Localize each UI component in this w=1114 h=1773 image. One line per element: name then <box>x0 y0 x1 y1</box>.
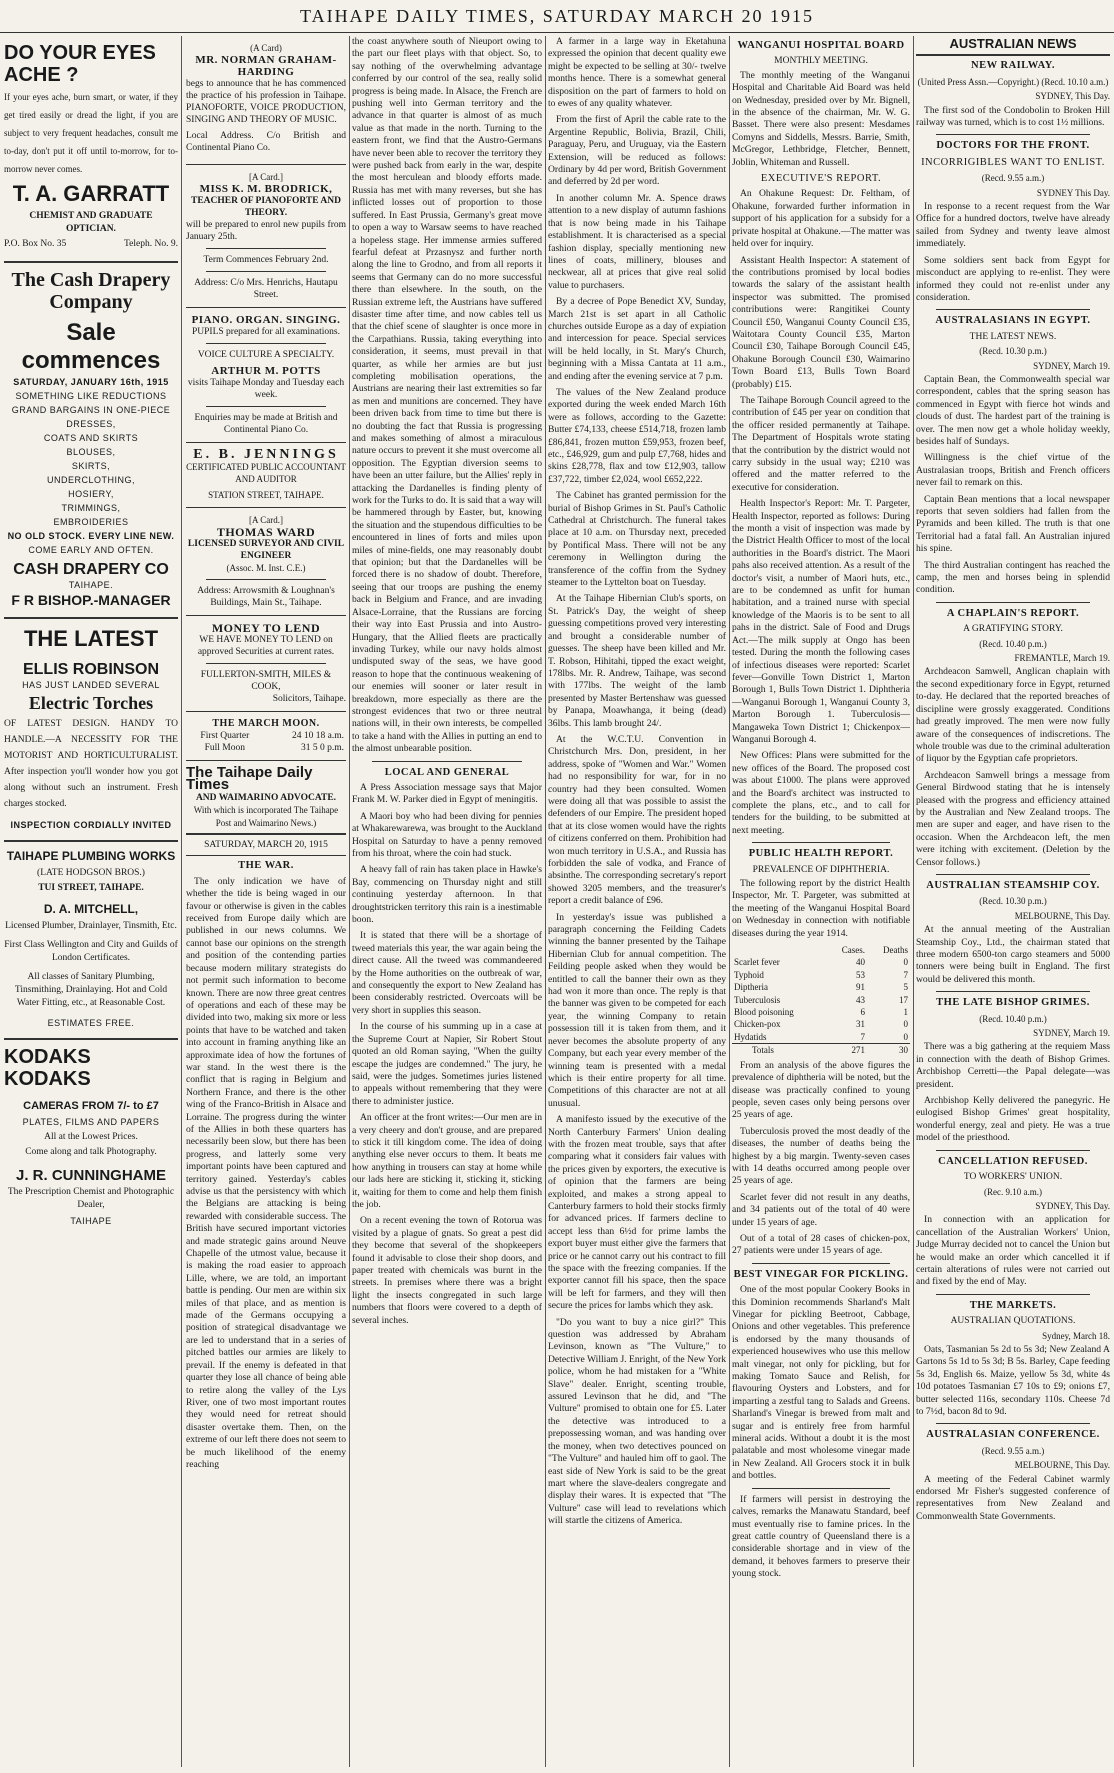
diphtheria-item: Out of a total of 28 cases of chicken-pox, 27 patients were under 15 years of age. <box>732 1232 910 1257</box>
fullerton-name: FULLERTON-SMITH, MILES & COOK, <box>200 670 332 692</box>
egypt-item: The third Australian contingent has reached the camp, the men and horses being in splendid condition. <box>916 559 1110 596</box>
jennings-card <box>186 443 346 508</box>
moon-time: 31 5 0 p.m. <box>300 743 344 753</box>
column-5-hospital-board <box>732 36 910 1767</box>
table-row <box>732 1018 910 1030</box>
pupils-prepared: PUPILS prepared for all examinations. <box>191 327 340 337</box>
executive-item: Health Inspector's Report: Mr. T. Pargeter, Health Inspector, reported as follows: During the month a visit of inspection was made by the District Health Officer to most of the local authorities in the Board's district. The Maori pahs also received attention. As a result of the doctor's visit, a number of Maori huts, etc., are to be condemned as unfit for human habitation, and a trained nurse with special knowledge of the Maoris is to be sent to all pahs in the district. Sale of Food and Drugs Act.—The milk supply at Ongo has been tested. During the month the following cases of infectious diseases were reported: Scarlet fever—Gonville Town District 1, Marton Borough 1, Bulls Town District 1. Diphtheria—Wanganui Borough 1, Wanganui County 3, Marton Borough 1. Tuberculosis—Mangaweka Town District 1; Chickenpox—Wanganui Borough 4. <box>732 498 910 745</box>
moon-phase: Full Moon <box>204 743 246 753</box>
money-body: WE HAVE MONEY TO LEND on approved Securities at current rates. <box>197 635 335 657</box>
disease-name: Blood poisoning <box>734 1007 794 1018</box>
piano-organ-singing: PIANO. ORGAN. SINGING. <box>191 314 341 326</box>
paper-advocate: AND WAIMARINO ADVOCATE. <box>195 792 337 803</box>
ellis-robinson-ad <box>4 619 178 842</box>
column-header: Cases. <box>841 945 865 956</box>
sale-line-6: UNDERCLOTHING, <box>46 475 135 485</box>
local-item: In the course of his summing up in a case at the Supreme Court at Napier, Sir Robert Stout quoted an old Roman saying, "When the guilty escape the judges are condemned." The jury, he said, were the judges. Sometimes juries listened to appeals without remembering that they were there to administer justice. <box>352 1021 542 1107</box>
table-row <box>732 956 910 968</box>
total-cases: 271 <box>851 1045 865 1056</box>
conference-received: (Recd. 9.55 a.m.) <box>981 1445 1045 1456</box>
sale-line-3: COATS AND SKIRTS <box>43 433 139 443</box>
paper-date: SATURDAY, MARCH 20, 1915 <box>204 840 328 851</box>
garratt-contact <box>4 238 178 251</box>
war-body: The only indication we have of whether the tide is being waged in our favour or otherwise is given in the cables received from Europe daily which are published in our news columns. We cannot base our opinions on the strength and position of the contending parties because modern military strategists do not permit such information to become known. There are now three great centres of operations and each of these may be divided into two, making six more or less points that have to be watched and taken into account in framing anything like an approximate idea of how the fortunes of war stand. In the west there is the conflict that is raging in Belgium and Northern France, and there is the other wing of the Franco-British in Alsace and Lorraine. The progress during the winter of the Allies in both these quarters has necessarily been slow, but there has been progress, and latterly some very important points have been captured and territory gained. Yesterday's cables advise us that the persistency with which the Belgians are attacking is being rewarded with considerable success. The British have secured important victories and made strategic gains around Neuve Chapelle of the utmost value, because it is making the road easier to approach Lille, where, we are told, an important battle is pending. Our men are within six miles of that place, and as mention is made of the Germans occupying a position of strategical disadvantage we are led to understand that in a series of pitched battles our armies are likely to prevail. If the enemy is defeated in that quarter they lose all chance of being able to retire along the valley of the Lys River, one of two most important routes they would need for retreat should disaster overtake them. Then, on the extreme of our left there does not seem to be much likelihood of the enemy reaching <box>186 875 346 1470</box>
eyes-headline-2: ACHE ? <box>4 64 79 86</box>
cancellation-heading: CANCELLATION REFUSED. <box>938 1155 1088 1167</box>
column-header: Deaths <box>883 945 908 956</box>
sale-line-5: SKIRTS, <box>71 461 111 471</box>
card-label: [A Card.] <box>249 172 283 182</box>
eyes-body: If your eyes ache, burn smart, or water, if they get tired easily or dread the light, if you are subject to very frequent headaches, consult me to-day, don't put it off until to-morrow, for to-morrow never comes. <box>4 92 178 174</box>
sale-line-8: TRIMMINGS, <box>61 503 121 513</box>
moon-row <box>186 730 346 742</box>
jennings-title: CERTIFICATED PUBLIC ACCOUNTANT AND AUDITOR <box>186 462 346 484</box>
garratt-name: T. A. GARRATT <box>12 181 170 206</box>
chaplain-item: Archdeacon Samwell brings a message from General Birdwood stating that he is intensely pleased with the progress and efficiency attained by the Australian and New Zealand troops. The men are super and eager, and have risen to the occasion. When the Archdeacon left, the men were itching with excitement. (Deletion by the Censor follows.) <box>916 769 1110 868</box>
column-3-editorial <box>352 36 542 1767</box>
torches-body: OF LATEST DESIGN. HANDY TO HANDLE.—A NECESSITY FOR THE MOTORIST AND HORTICULTURALIST. After inspection you'll wonder how you got along without such an instrument. Fresh charges stocked. <box>4 719 178 809</box>
executive-item: The Taihape Borough Council agreed to the contribution of £45 per year on condition that the officer resided permanently at Taihape. The Department of Hospitals wrote stating that the contribution by the district would not carry subsidy in the usual way; £210 was offered and the matter referred to the executive for consideration. <box>732 394 910 493</box>
executive-item: New Offices: Plans were submitted for the new offices of the Board. The proposed cost was about £1000. The plans were approved and the Board's architect was instructed to complete the plans, etc., and to call for tenders for the building, to be submitted at next meeting. <box>732 750 910 836</box>
cunninghame-title: The Prescription Chemist and Photographic Dealer, <box>7 1187 175 1210</box>
torches-headline: Electric Torches <box>28 693 154 713</box>
eyes-headline: DO YOUR EYES <box>4 42 156 64</box>
local-item: At the W.C.T.U. Convention in Christchurch Mrs. Don, president, in her address, spoke of "Women and War." Women had no responsibility for war, for in no country had they been consulted. Women were doing all that was possible to assist the defenders of our Empire. The president hoped that at its close women would have the rights of citizens conferred on them. Prohibition had won much territory in U.S.A., and Russia has forbidden the sale of vodka, and France of absinthe. The corresponding secretary's report showed 3205 members, and the treasurer's report a credit balance of £96. <box>548 733 726 907</box>
diphtheria-item: From an analysis of the above figures the prevalence of diphtheria will be noted, but the disease was practically confined to young people, seven cases only being persons over 25 years of age. <box>732 1059 910 1121</box>
plumbing-licence: Licensed Plumber, Drainlayer, Tinsmith, Etc. <box>5 921 177 931</box>
march-moon <box>186 712 346 761</box>
garratt-tel: Teleph. No. 9. <box>124 239 178 249</box>
column-6-australian-news <box>916 36 1110 1767</box>
doctors-received: (Recd. 9.55 a.m.) <box>981 173 1045 184</box>
disease-name: Tuberculosis <box>734 994 781 1005</box>
cancellation-dateline: SYDNEY, This Day. <box>1035 1200 1110 1211</box>
grimes-received: (Recd. 10.40 p.m.) <box>979 1013 1047 1024</box>
table-row <box>732 981 910 993</box>
potts-name: ARTHUR M. POTTS <box>211 365 321 377</box>
deaths: 5 <box>903 982 908 993</box>
deaths: 17 <box>899 994 908 1005</box>
ward-assoc: (Assoc. M. Inst. C.E.) <box>226 563 306 573</box>
disease-name: Chicken-pox <box>734 1019 781 1030</box>
public-health-heading: PUBLIC HEALTH REPORT. <box>748 848 894 860</box>
graham-harding-body: begs to announce that he has commenced the practice of his profession in Taihape. PIANOFORTE, VOICE PRODUCTION, SINGING AND THEORY OF MUSIC. <box>186 79 346 125</box>
card-label: (A Card) <box>250 43 282 53</box>
deaths: 0 <box>903 1031 908 1042</box>
brodrick-address: Address: C/o Mrs. Henrichs, Hautapu Street. <box>194 278 338 300</box>
chaplain-heading: A CHAPLAIN'S REPORT. <box>946 607 1080 619</box>
cancellation-received: (Rec. 9.10 a.m.) <box>984 1186 1042 1197</box>
cases: 91 <box>855 982 865 993</box>
grimes-heading: THE LATE BISHOP GRIMES. <box>936 997 1090 1009</box>
conference-heading: AUSTRALASIAN CONFERENCE. <box>926 1429 1100 1441</box>
latest-headline: THE LATEST <box>23 626 159 651</box>
local-general-heading: LOCAL AND GENERAL <box>384 766 510 778</box>
cunninghame-name: J. R. CUNNINGHAME <box>15 1167 166 1184</box>
doctors-dateline: SYDNEY This Day. <box>1036 187 1110 198</box>
cameras-price: CAMERAS FROM 7/- to £7 <box>23 1100 159 1112</box>
potts-body: visits Taihape Monday and Tuesday each week. <box>187 378 345 400</box>
incorrigibles-heading: INCORRIGIBLES WANT TO ENLIST. <box>921 156 1105 168</box>
plumbing-owner: D. A. MITCHELL, <box>43 902 139 916</box>
grimes-item: There was a big gathering at the requiem Mass in connection with the death of Bishop Grimes. Archbishop Cerretti—the Papal delegate—was president. <box>916 1041 1110 1090</box>
ward-address: Address: Arrowsmith & Loughnan's Buildings, Main St., Taihape. <box>197 586 335 608</box>
column-4-local-items <box>548 36 726 1767</box>
paper-incorporated: With which is incorporated The Taihape Post and Waimarino News.) <box>193 805 339 828</box>
plumbing-estimates: ESTIMATES FREE. <box>47 1018 135 1028</box>
egypt-item: Captain Bean, the Commonwealth special war correspondent, cables that the spring season has commenced in Egypt with fierce hot winds and clouds of dust. The hardest part of the training is over. The men now get a whole holiday weekly, besides half of Sundays. <box>916 373 1110 447</box>
executive-heading: EXECUTIVE'S REPORT. <box>760 173 882 185</box>
potts-card <box>186 308 346 443</box>
brodrick-name: MISS K. M. BRODRICK, <box>199 183 333 195</box>
deaths: 0 <box>903 1019 908 1030</box>
executive-item: Assistant Health Inspector: A statement of the contributions promised by local bodies towards the salary of the assistant health inspector was submitted. The promised contributions were: Rangitikei County Council £50, Wanganui County Council £35, Waitotara County Council £35, Marton Council £30, Taihape Borough Council £45, Ohakune Borough Council £30, Waimarino Town Board £13, Bulls Town Board (probably) £15. <box>732 254 910 390</box>
chaplain-received: (Recd. 10.40 p.m.) <box>979 638 1047 649</box>
railway-dateline: SYDNEY, This Day. <box>1035 91 1110 102</box>
graham-harding-address: Local Address. C/o British and Continental Piano Co. <box>186 131 346 153</box>
war-heading: THE WAR. <box>238 860 294 872</box>
egypt-item: Willingness is the chief virtue of the Australasian troops, British and French officers never fail to remark on this. <box>916 452 1110 489</box>
kodaks-ad <box>4 1040 178 1236</box>
local-item: A manifesto issued by the executive of the North Canterbury Farmers' Union dealing with the frozen meat trouble, says that after comparing what it considers fair values with the prices given by exporters, the executive is of opinion that the farmers are being exploited, and makes a strong appeal to Canterbury farmers to hold their stocks firmly for advanced prices. If farmers decline to accept less than 6½d for prime lambs the export buyer must either give the farmers that price or he cannot carry out his contract to fill the space with the freezing companies. If the exporter cannot fill his space, then the space will be left for farmers, and they will then secure the prices for lambs which they ask. <box>548 1114 726 1312</box>
cash-drapery-name: The Cash Drapery Company <box>11 269 171 313</box>
cash-drapery-co: CASH DRAPERY CO <box>13 561 169 578</box>
diphtheria-item: Tuberculosis proved the most deadly of the diseases, the number of deaths being the highest by a big margin. Twenty-seven cases with 14 deaths occurred among people over 25 years of age. <box>732 1125 910 1187</box>
local-item: In another column Mr. A. Spence draws attention to a new display of autumn fashions that is now being made in his Taihape establishment. It is characterised as a special fashion display, specially mentioning new lines of coats, millinery, blouses and neckwear, all at prices that give real solid value to purchasers. <box>548 192 726 291</box>
doctors-item: In response to a recent request from the War Office for a hundred doctors, twelve have already sailed from Sydney and twenty leave almost immediately. <box>916 201 1110 250</box>
disease-name: Scarlet fever <box>734 957 780 968</box>
ellis-name: ELLIS ROBINSON <box>22 661 159 678</box>
table-header <box>732 944 910 956</box>
total-deaths: 30 <box>899 1045 908 1056</box>
disease-name: Diptheria <box>734 982 768 993</box>
conference-dateline: MELBOURNE, This Day. <box>1014 1460 1110 1471</box>
money-to-lend-card <box>186 616 346 712</box>
moon-heading: THE MARCH MOON. <box>212 718 320 729</box>
local-item: From the first of April the cable rate to the Argentine Republic, Bolivia, Brazil, Chili, Paraguay, Peru, and Uruguay, via the Eastern Extension, will be reduced as follows: Ordinary by 4d per word, British Government and deferred by 2d per word. <box>548 114 726 188</box>
local-item: "Do you want to buy a nice girl?" This question was addressed by Abraham Levinson, known as "The Vulture," to Detective William J. Enright, of the New York police, whom he had mistaken for a "White Slave" dealer. Enright, scenting trouble, assured Levinson that he did, and "The Vulture" promised to obtain one for £5. Later the detective was introduced to a prepossessing woman, and was handing over the money, when two detectives pounced on "The Vulture" and hauled him off to gaol. The east side of New York is said to be the great mart where the slave-dealers congregate and display their wares. It is expected that "The Vulture" case will lead to revelations which will startle the citizens of America. <box>548 1316 726 1527</box>
local-item: On a recent evening the town of Rotorua was visited by a plague of gnats. So great a pest did they become that several of the shopkeepers found it advisable to close their shop doors, and paper treated with chemicals was burnt in the streets. In premises where there was a bright light the insects congregated in such large numbers that floors were covered to a depth of several inches. <box>352 1215 542 1326</box>
brodrick-card <box>186 165 346 308</box>
markets-heading: THE MARKETS. <box>969 1299 1057 1311</box>
steamship-heading: AUSTRALIAN STEAMSHIP COY. <box>926 879 1100 891</box>
cases: 53 <box>855 969 865 980</box>
sale-line-1: SOMETHING LIKE REDUCTIONS <box>15 391 167 401</box>
plumbing-certificates: First Class Wellington and City and Guilds of London Certificates. <box>4 940 178 963</box>
quotations-heading: AUSTRALIAN QUOTATIONS. <box>950 1316 1076 1327</box>
manawatu-item: If farmers will persist in destroying the calves, remarks the Manawatu Standard, beef must eventually rise to famine prices. In the great cattle country of Queensland there is a considerable shortage and in view of the demand, it behoves farmers to preserve their young stock. <box>732 1493 910 1580</box>
local-item: A heavy fall of rain has taken place in Hawke's Bay, commencing on Thursday night and still continuing yesterday afternoon. In that droughtstricken territory this rain is a inestimable boon. <box>352 864 542 926</box>
moon-row <box>186 742 346 754</box>
ward-card <box>186 508 346 616</box>
plumbing-ad <box>4 842 178 1040</box>
egypt-subheading: THE LATEST NEWS. <box>969 331 1057 342</box>
table-row <box>732 969 910 981</box>
local-item: In yesterday's issue was published a paragraph concerning the Feilding Cadets winning the banner presented by the Taihape Hibernian Club for annual competition. The Feilding people asked when they would be entitled to call the banner their own as they had won it more than once. The reply is that the banner was given to be competed for each year, the winning Company to retain possession till it is taken from them, and it never becomes the absolute property of any Company, but each year every member of the winning team is presented with a medal which is their entire property for all time. Competitions of this character are not at all unusual. <box>548 911 726 1109</box>
sale-headline: Sale commences <box>21 319 161 374</box>
fullerton-solicitors: Solicitors, Taihape. <box>272 694 346 704</box>
come-talk-photography: Come along and talk Photography. <box>25 1147 157 1157</box>
potts-enquiries: Enquiries may be made at British and Continental Piano Co. <box>194 413 338 435</box>
railway-body: The first sod of the Condobolin to Broken Hill railway was turned, which is to cost 1½ millions. <box>916 104 1110 129</box>
hospital-subheading: MONTHLY MEETING. <box>774 56 868 67</box>
doctors-item: Some soldiers sent back from Egypt for misconduct are applying to re-enlist. They were informed they could not re-enlist under any consideration. <box>916 254 1110 303</box>
local-item: A farmer in a large way in Eketahuna expressed the opinion that decent quality ewe might be expected to be selling at 30/- twelve months hence. There is a somewhat general disposition on the part of farmers to hold on to ewes of any quality whatever. <box>548 36 726 110</box>
local-item: An officer at the front writes:—Our men are in a very cheery and don't grouse, and are prepared to stick it till kingdom come. The idea of doing anything else never occurs to them. It beats me how anything in trousers can stay at home while our lads here are sticking it, sticking it, sticking it, waiting for them to come and help them finish the job. <box>352 1112 542 1210</box>
cash-drapery-ad <box>4 263 178 619</box>
steamship-received: (Recd. 10.30 p.m.) <box>979 896 1047 907</box>
egypt-received: (Recd. 10.30 p.m.) <box>979 346 1047 357</box>
chaplain-subheading: A GRATIFYING STORY. <box>963 624 1063 635</box>
plumbing-name: TAIHAPE PLUMBING WORKS <box>6 849 176 863</box>
hospital-heading: WANGANUI HOSPITAL BOARD <box>737 40 905 51</box>
diphtheria-heading: PREVALENCE OF DIPHTHERIA. <box>752 864 890 875</box>
jennings-street: STATION STREET, TAIHAPE. <box>208 490 324 500</box>
table-total-row <box>732 1044 910 1057</box>
card-label: [A Card.] <box>249 515 283 525</box>
executive-item: An Ohakune Request: Dr. Feltham, of Ohakune, forwarded further information in support of his application for a subsidy for a private hospital at Ohakune.—The matter was held over for inquiry. <box>732 188 910 250</box>
plates-films: PLATES, FILMS AND PAPERS <box>22 1117 160 1127</box>
deaths: 1 <box>903 1007 908 1018</box>
table-row <box>732 1006 910 1018</box>
inspection-invited: INSPECTION CORDIALLY INVITED <box>10 820 172 830</box>
quotations-dateline: Sydney, March 18. <box>1042 1330 1110 1341</box>
local-item: By a decree of Pope Benedict XV, Sunday, March 21st is set apart in all Catholic churches outside Europe as a day of expiation and intercession for peace. Special services will be held locally, in St. Mary's Church, beginning with a Missa Cantata at 11 a.m., and ending after the evening service at 7 p.m. <box>548 296 726 382</box>
railway-received: (United Press Assn.—Copyright.) (Recd. 10.10 a.m.) <box>917 76 1109 87</box>
diphtheria-intro: The following report by the district Health Inspector, Mr. T. Pargeter, was submitted at the meeting of the Wanganui Hospital Board on Wednesday in connection with notifiable diseases during the year 1914. <box>732 878 910 939</box>
brodrick-body: will be prepared to enrol new pupils from January 25th. <box>186 220 346 242</box>
plumbing-body: All classes of Sanitary Plumbing, Tinsmithing, Drainlaying. Hot and Cold Water Fitting, etc., at Reasonable Cost. <box>14 972 168 1008</box>
chaplain-item: Archdeacon Samwell, Anglican chaplain with the second expeditionary force in Egypt, returned to-day. He declared that the reported breaches of discipline were grossly exaggerated. Conditions had greatly improved. The men were now fully aware of the consequences of indiscretions. The whole trouble was due to the criminal adulteration of liquor by the Egyptian cafe proprietors. <box>916 666 1110 765</box>
plumbing-street: TUI STREET, TAIHAPE. <box>38 883 144 893</box>
local-item: The Cabinet has granted permission for the burial of Bishop Grimes in St. Paul's Catholic Cathedral at Christchurch. The funeral takes place at 10 a.m. on Thursday next, preceded by Pontifical Mass. There will not be any ceremony in Wellington during the transference of the coffin from the Sydney steamer to the Lyttelton boat on Tuesday. <box>548 490 726 589</box>
disease-name: Typhoid <box>734 969 764 980</box>
money-headline: MONEY TO LEND <box>211 621 321 635</box>
table-row <box>732 1031 910 1044</box>
vinegar-body: One of the most popular Cookery Books in this Dominion recommends Sharland's Malt Vinegar for pickling Beetroot, Cabbage, Onions and other vegetables. This preference is endorsed by the many thousands of experienced housewives who use this mellow malt vinegar, not only for pickling, but for making Tomato Sauce and Relish, for flavouring Oysters and Lobsters, and for imparting a zestful tang to Salads and Greens. Sharland's Vinegar is brewed from malt and sugar and is entirely free from harmful mineral acids. Without a doubt it is the most palatable and most wholesome vinegar made in New Zealand. All Grocers stock it in bulk and bottles. <box>732 1284 910 1482</box>
steamship-dateline: MELBOURNE, This Day. <box>1014 910 1110 921</box>
hospital-intro: The monthly meeting of the Wanganui Hospital and Charitable Aid Board was held on Wednesday, presided over by Mr. Bignell, in the absence of the chairman, Mr. W. G. Basset. There were also present: Mesdames Comyns and Siddells, Messrs. Barrie, Smith, McGregor, Lethbridge, Fletcher, Bennett, Joblin, Whiteman and Russell. <box>732 69 910 168</box>
sale-line-4: BLOUSES, <box>66 447 116 457</box>
cases: 31 <box>855 1019 865 1030</box>
quotations-body: Oats, Tasmanian 5s 2d to 5s 3d; New Zealand A Gartons 5s 1d to 5s 3d; B 5s. Barley, Cape feeding 5s 3d, English 6s. Maize, yellow 5s 3d, white 4s 10d potatoes Tasmanian £7 10s to £9; onions £7, butter selected 116s, secondary 110s. Cheese 7d to 7½d, bacon 8d to 9d. <box>916 1343 1110 1417</box>
cunninghame-town: TAIHAPE <box>70 1216 112 1226</box>
egypt-heading: AUSTRALASIANS IN EGYPT. <box>935 315 1091 327</box>
steamship-body: At the annual meeting of the Australian Steamship Coy., Ltd., the chairman stated that three modern 6500-ton cargo steamers and 5000 tonners were being built in England. The first would be delivered this month. <box>916 924 1110 985</box>
graham-harding-name: MR. NORMAN GRAHAM-HARDING <box>195 54 337 78</box>
cancellation-body: In connection with an application for cancellation of the Australian Workers' Union, Judge Murray decided not to cancel the Union but he would make an order which cancelled it if certain alterations of rules were not carried out and fixed by the end of May. <box>916 1214 1110 1288</box>
vinegar-heading: BEST VINEGAR FOR PICKLING. <box>733 1268 909 1280</box>
local-item: The values of the New Zealand produce exported during the week ended March 16th were as follows, according to the Gazette: Butter £74,133, cheese £514,718, frozen lamb £86,841, frozen mutton £59,953, frozen beef, etc., £46,929, gum and pulp £7,768, hides and skins £28,778, flax and tow £12,903, tallow £37,722, timber £2,024, wool £652,222. <box>548 386 726 485</box>
local-item: A Press Association message says that Major Frank M. W. Parker died in Egypt of meningitis. <box>352 781 542 806</box>
deaths: 7 <box>903 969 908 980</box>
paper-nameplate <box>186 761 346 856</box>
brodrick-title: TEACHER OF PIANOFORTE AND THEORY. <box>190 196 341 218</box>
local-item: It is stated that there will be a shortage of tweed materials this year, the war again being the direct cause. All the tweed was commandeered by the Home authorities on the outbreak of war, and consequently the export to New Zealand has been considerably restricted. Overcoats will be very short in supplies this season. <box>352 930 542 1016</box>
ward-title: LICENSED SURVEYOR AND CIVIL ENGINEER <box>187 539 345 561</box>
voice-culture: VOICE CULTURE A SPECIALTY. <box>197 350 335 360</box>
railway-heading: NEW RAILWAY. <box>970 60 1055 72</box>
garratt-box: P.O. Box No. 35 <box>4 239 67 249</box>
disease-name: Hydatids <box>734 1031 767 1042</box>
ward-name: THOMAS WARD <box>216 525 316 539</box>
moon-time: 24 10 18 a.m. <box>292 731 344 741</box>
local-item: At the Taihape Hibernian Club's sports, on St. Patrick's Day, the weight of sheep guessing competitions proved very interesting and brought a considerable number of guesses. The sheep have been killed and Mr. T. Robson, Hihitahi, tipped the exact weight, 178lbs. Mr. R. Andrew, Taihape, was second with 177lbs. The weight of the lamb presented by Master Bertenshaw was guessed by Panapa, Moawhanga, it being (dead) 36lbs. This lamb brought 24/. <box>548 593 726 729</box>
cancellation-subheading: TO WORKERS' UNION. <box>963 1172 1063 1183</box>
cash-town: TAIHAPE. <box>68 580 114 590</box>
brodrick-term: Term Commences February 2nd. <box>203 255 329 265</box>
column-1-advertisements <box>4 36 178 1767</box>
table-row <box>732 994 910 1006</box>
moon-phase: First Quarter <box>200 731 250 741</box>
egypt-item: Captain Bean mentions that a local newspaper reports that seven soldiers had fallen from the Pyramids and been killed. The truth is that one Territorial had a fatal fall. An Australian injured his spine. <box>916 493 1110 555</box>
conference-body: A meeting of the Federal Cabinet warmly endorsed Mr Fisher's suggested conference of representatives from New Zealand and Commonwealth State Governments. <box>916 1473 1110 1522</box>
plumbing-late: (LATE HODGSON BROS.) <box>37 868 145 878</box>
column-rule <box>913 36 914 1767</box>
column-rule <box>349 36 350 1767</box>
cash-manager: F R BISHOP.-MANAGER <box>11 592 171 608</box>
moon-table <box>186 730 346 754</box>
cases: 43 <box>855 994 865 1005</box>
diphtheria-item: Scarlet fever did not result in any deaths, and 34 patients out of the total of 40 were under 15 years of age. <box>732 1191 910 1228</box>
garratt-title: CHEMIST AND GRADUATE OPTICIAN. <box>29 211 153 234</box>
chaplain-dateline: FREMANTLE, March 19. <box>1014 653 1110 664</box>
lowest-prices: All at the Lowest Prices. <box>44 1132 138 1142</box>
sale-line-2: GRAND BARGAINS IN ONE-PIECE DRESSES, <box>11 405 171 429</box>
come-early: COME EARLY AND OFTEN. <box>28 545 154 555</box>
column-rule <box>181 36 182 1767</box>
sale-line-7: HOSIERY, <box>68 489 114 499</box>
sale-date: SATURDAY, JANUARY 16th, 1915 <box>13 377 169 387</box>
totals-label: Totals <box>752 1045 774 1056</box>
cases: 40 <box>855 957 865 968</box>
masthead: TAIHAPE DAILY TIMES, SATURDAY MARCH 20 1915 <box>0 6 1114 33</box>
ellis-landed: HAS JUST LANDED SEVERAL <box>22 680 160 690</box>
no-old-stock: NO OLD STOCK. EVERY LINE NEW. <box>7 531 175 541</box>
column-2-cards-editorial <box>186 36 346 1767</box>
war-continued: the coast anywhere south of Nieuport owing to the part our fleet plays with that object. So, to say nothing of the overwhelming advantage conferred by our control of the sea, really solid progress is being made. In Alsace, the French are pushing well into German territory and the advance in that quarter is almost of as much value as that made in the north. Turning to the eastern front, we find that the Austro-Germans have never been able to recover the territory they were pushed back from early in the war, despite the most herculean and bloody efforts made. Russia has met with many reverses, but she has inflicted losses out of proportion to those suffered. In East Prussia, Germany's great move to open a way to Warsaw seems to have reached a hopeless stage. Her immense armies suffered fearful defeat at Przasnysz and further north along the line to Grodno, and from all reports it seems that Germany can do no more successful there than elsewhere. In the south, on the Russian extreme left, the Austrians have suffered disaster time after time, and now cables tell us that the chief scene of slaughter is once more in the Carpathians. Russia, taking everything into consideration, it seems, must prevail in that quarter, as while her armies are but just completing mobilisation operations, the Austrians are nearing their last extremities so far as men and munitions are concerned. They have been driven back from time to time but there is no doubting the fact that Russia is progressing and makes something of almost a miraculous nature occurs to prevent it she must overcome all opposition. The Egyptian diversion seems to have been an utter failure, but the Allies' reply in attacking the Dardanelles is finding plenty of work for the Turks to do. It is said that a way will be hammered through by Easter, but, knowing the situation and the stupendous difficulties to be encountered in lines of forts and miles upon miles of mine-fields, one may reasonably doubt that opinion; but that the Dardanelles will be forced there is no shadow of doubt. Therefore, seeing that our troops are pushing the enemy back in Belgium and France, and are invading Alsace-Lorraine, that the Russians are forcing their way into East Prussia and into Austro-Hungary, that the Allied fleets are practically invading Turkey, while our navy holds almost undisputed sway of the seas, we have good reason to hope that the continuous weakening of our enemies will sooner or later result in breakdown, more especially as there are the strongest evidences that two or three neutral nations will, in their own interests, be compelled to take a hand with the Allies in putting an end to the almost unbearable position. <box>352 36 542 755</box>
australian-news-heading: AUSTRALIAN NEWS <box>949 36 1077 51</box>
column-rule <box>545 36 546 1767</box>
jennings-name: E. B. JENNINGS <box>193 447 339 462</box>
diseases-table <box>732 944 910 1057</box>
kodaks-headline: KODAKS <box>4 1046 91 1068</box>
grimes-item: Archbishop Kelly delivered the panegyric. He eulogised Bishop Grimes' great hospitality, wonderful energy, zeal and piety. He was a true model of the priesthood. <box>916 1095 1110 1144</box>
local-item: A Maori boy who had been diving for pennies at Whakarewarewa, was brought to the Auckland Hospital on Saturday to have a penny removed from his throat, where the coin had stuck. <box>352 810 542 859</box>
paper-title: The Taihape Daily Times <box>186 764 313 794</box>
graham-harding-card <box>186 36 346 165</box>
deaths: 0 <box>903 957 908 968</box>
cases: 7 <box>860 1031 865 1042</box>
cases: 6 <box>860 1007 865 1018</box>
egypt-dateline: SYDNEY, March 19. <box>1033 360 1110 371</box>
sale-line-9: EMBROIDERIES <box>53 517 129 527</box>
kodaks-headline-2: KODAKS <box>4 1068 91 1090</box>
garratt-ad <box>4 36 178 263</box>
grimes-dateline: SYDNEY, March 19. <box>1033 1028 1110 1039</box>
doctors-heading: DOCTORS FOR THE FRONT. <box>936 140 1090 152</box>
column-rule <box>729 36 730 1767</box>
